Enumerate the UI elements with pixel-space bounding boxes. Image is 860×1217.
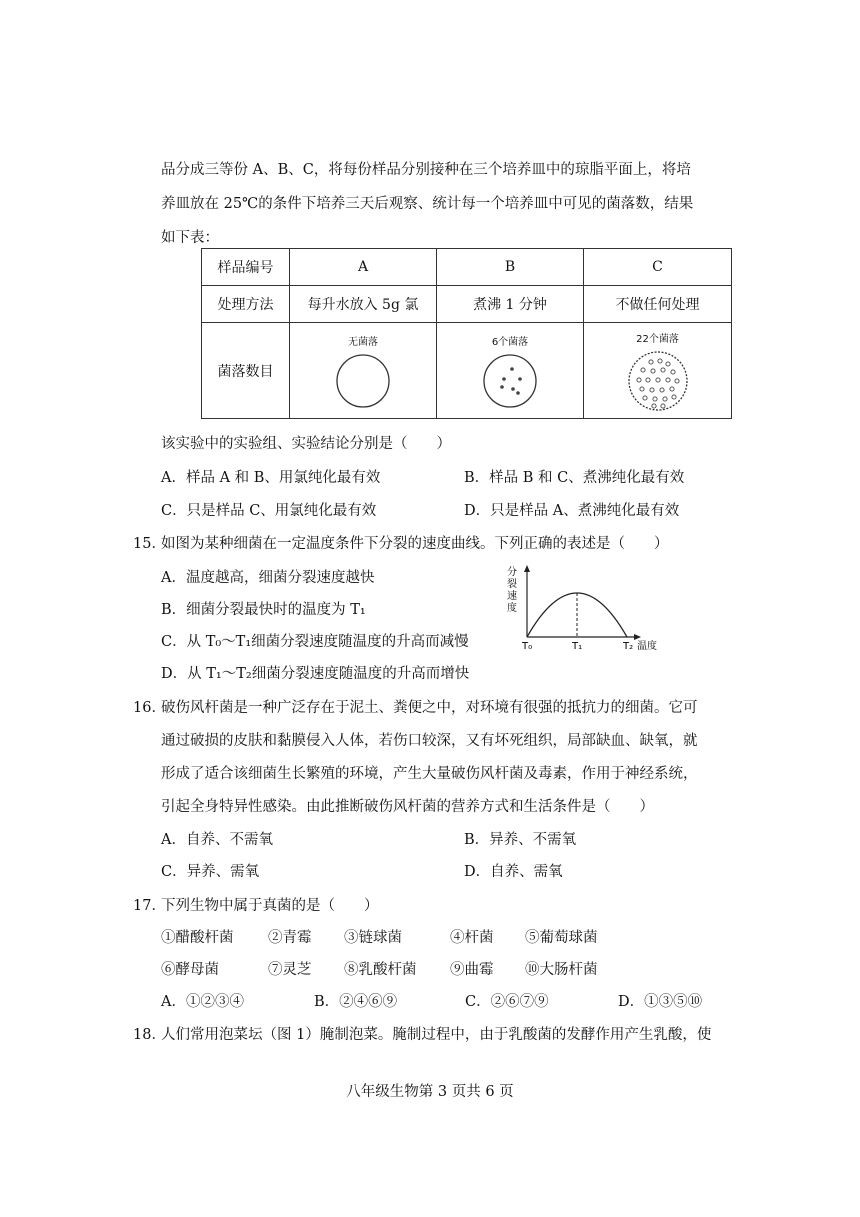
colony-dot bbox=[510, 367, 514, 371]
q17-option-b: B．②④⑥⑨ bbox=[314, 994, 398, 1010]
header-sample-id: 样品编号 bbox=[202, 249, 290, 286]
q17-item-2: ②青霉 bbox=[268, 930, 312, 946]
graph-y-arrow bbox=[524, 565, 530, 572]
q14-option-b: B．样品 B 和 C、煮沸纯化最有效 bbox=[464, 470, 685, 486]
q16-line-3: 形成了适合该细菌生长繁殖的环境，产生大量破伤风杆菌及毒素，作用于神经系统， bbox=[161, 766, 698, 782]
petri-dish-c bbox=[627, 350, 689, 412]
q16-option-c: C．异养、需氧 bbox=[161, 864, 260, 880]
dish-b-label: 6个菌落 bbox=[491, 336, 529, 348]
colony-dot bbox=[500, 385, 504, 389]
q17-stem: 下列生物中属于真菌的是（ ） bbox=[161, 898, 379, 914]
q14-option-c: C．只是样品 C、用氯纯化最有效 bbox=[161, 503, 377, 519]
graph-ylabel-1: 分 bbox=[507, 567, 517, 578]
header-method: 处理方法 bbox=[202, 286, 290, 323]
q17-item-4: ④杆菌 bbox=[450, 930, 494, 946]
sample-a: A bbox=[290, 249, 437, 286]
dish-a-cell bbox=[290, 323, 437, 419]
q15-option-a: A．温度越高，细菌分裂速度越快 bbox=[161, 570, 375, 586]
q15-stem: 如图为某种细菌在一定温度条件下分裂的速度曲线。下列正确的表述是（ ） bbox=[161, 536, 669, 552]
colony-dot bbox=[650, 368, 654, 372]
division-speed-graph bbox=[505, 563, 665, 655]
graph-ylabel-3: 速 bbox=[507, 591, 517, 602]
q15-option-c: C．从 T₀～T₁细菌分裂速度随温度的升高而减慢 bbox=[161, 634, 469, 650]
sample-c: C bbox=[584, 249, 732, 286]
header-colony-count: 菌落数目 bbox=[202, 323, 290, 419]
q14-stem: 该实验中的实验组、实验结论分别是（ ） bbox=[161, 436, 451, 452]
colony-dot bbox=[649, 387, 653, 391]
q14-option-a: A．样品 A 和 B、用氯纯化最有效 bbox=[161, 470, 381, 486]
colony-dot bbox=[640, 367, 644, 371]
colony-dot bbox=[660, 367, 664, 371]
colony-dot bbox=[516, 391, 520, 395]
experiment-table bbox=[201, 248, 732, 419]
colony-dot bbox=[659, 387, 663, 391]
petri-dish-a bbox=[335, 353, 391, 409]
q17-option-d: D．①③⑤⑩ bbox=[618, 994, 703, 1010]
q18-number: 18． bbox=[133, 1027, 166, 1043]
colony-dot bbox=[674, 378, 678, 382]
colony-dot bbox=[636, 377, 640, 381]
q17-option-c: C．②⑥⑦⑨ bbox=[465, 994, 549, 1010]
q16-option-a: A．自养、不需氧 bbox=[161, 832, 273, 848]
colony-dot bbox=[511, 387, 515, 391]
colony-dot bbox=[502, 377, 506, 381]
colony-dot bbox=[665, 377, 669, 381]
colony-dot bbox=[657, 358, 661, 362]
colony-dot bbox=[518, 377, 522, 381]
graph-ylabel-4: 度 bbox=[507, 603, 517, 614]
dish-c-label: 22个菌落 bbox=[636, 333, 679, 345]
dish-b-cell bbox=[437, 323, 584, 419]
q16-option-d: D．自养、需氧 bbox=[464, 864, 563, 880]
colony-dot bbox=[665, 361, 669, 365]
q16-number: 16． bbox=[133, 700, 166, 716]
colony-dot bbox=[652, 396, 656, 400]
colony-dot bbox=[669, 386, 673, 390]
sample-b: B bbox=[437, 249, 584, 286]
colony-dot bbox=[639, 386, 643, 390]
petri-dish-b bbox=[482, 353, 538, 409]
q15-option-b: B．细菌分裂最快时的温度为 T₁ bbox=[161, 602, 366, 618]
graph-tick-t2: T₂ bbox=[623, 641, 634, 652]
q15-option-d: D．从 T₁～T₂细菌分裂速度随温度的升高而增快 bbox=[161, 666, 470, 682]
q17-item-7: ⑦灵芝 bbox=[268, 962, 312, 978]
intro-line-3: 如下表： bbox=[161, 230, 219, 246]
q14-option-d: D．只是样品 A、煮沸纯化最有效 bbox=[464, 503, 680, 519]
graph-x-arrow bbox=[634, 634, 641, 640]
colony-dot bbox=[660, 403, 664, 407]
dish-c-cell bbox=[584, 323, 732, 419]
q16-line-2: 通过破损的皮肤和黏膜侵入人体，若伤口较深，又有坏死组织，局部缺血、缺氧，就 bbox=[161, 733, 698, 749]
intro-line-1: 品分成三等份 A、B、C，将每份样品分别接种在三个培养皿中的琼脂平面上，将培 bbox=[161, 162, 691, 178]
colony-dot bbox=[648, 359, 652, 363]
graph-tick-t0: T₀ bbox=[522, 641, 533, 652]
method-a: 每升水放入 5g 氯 bbox=[290, 286, 437, 323]
colony-dot bbox=[651, 403, 655, 407]
colony-dot bbox=[671, 394, 675, 398]
q17-item-6: ⑥酵母菌 bbox=[161, 962, 219, 978]
dish-a-label: 无菌落 bbox=[348, 336, 378, 348]
q17-option-a: A．①②③④ bbox=[161, 994, 244, 1010]
q17-number: 17． bbox=[133, 898, 166, 914]
q17-item-8: ⑧乳酸杆菌 bbox=[344, 962, 417, 978]
q16-line-1: 破伤风杆菌是一种广泛存在于泥土、粪便之中，对环境有很强的抵抗力的细菌。它可 bbox=[161, 700, 698, 716]
q16-option-b: B．异养、不需氧 bbox=[464, 832, 577, 848]
graph-tick-t1: T₁ bbox=[572, 641, 583, 652]
graph-xlabel: 温度 bbox=[637, 641, 657, 652]
q16-line-4: 引起全身特异性感染。由此推断破伤风杆菌的营养方式和生活条件是（ ） bbox=[161, 799, 654, 815]
page-footer: 八年级生物第 3 页共 6 页 bbox=[346, 1084, 514, 1100]
colony-dot bbox=[645, 377, 649, 381]
q17-item-9: ⑨曲霉 bbox=[450, 962, 494, 978]
intro-line-2: 养皿放在 25℃的条件下培养三天后观察、统计每一个培养皿中可见的菌落数，结果 bbox=[161, 196, 694, 212]
method-c: 不做任何处理 bbox=[584, 286, 732, 323]
colony-dot bbox=[662, 396, 666, 400]
colony-dot bbox=[642, 395, 646, 399]
q17-item-3: ③链球菌 bbox=[344, 930, 402, 946]
colony-dot bbox=[655, 377, 659, 381]
q17-item-1: ①醋酸杆菌 bbox=[161, 930, 234, 946]
graph-ylabel-2: 裂 bbox=[507, 579, 517, 590]
q18-stem: 人们常用泡菜坛（图 1）腌制泡菜。腌制过程中，由于乳酸菌的发酵作用产生乳酸，使 bbox=[161, 1027, 712, 1043]
q15-number: 15． bbox=[133, 536, 166, 552]
q17-item-5: ⑤葡萄球菌 bbox=[525, 930, 598, 946]
q17-item-10: ⑩大肠杆菌 bbox=[525, 962, 598, 978]
method-b: 煮沸 1 分钟 bbox=[437, 286, 584, 323]
colony-dot bbox=[670, 369, 674, 373]
